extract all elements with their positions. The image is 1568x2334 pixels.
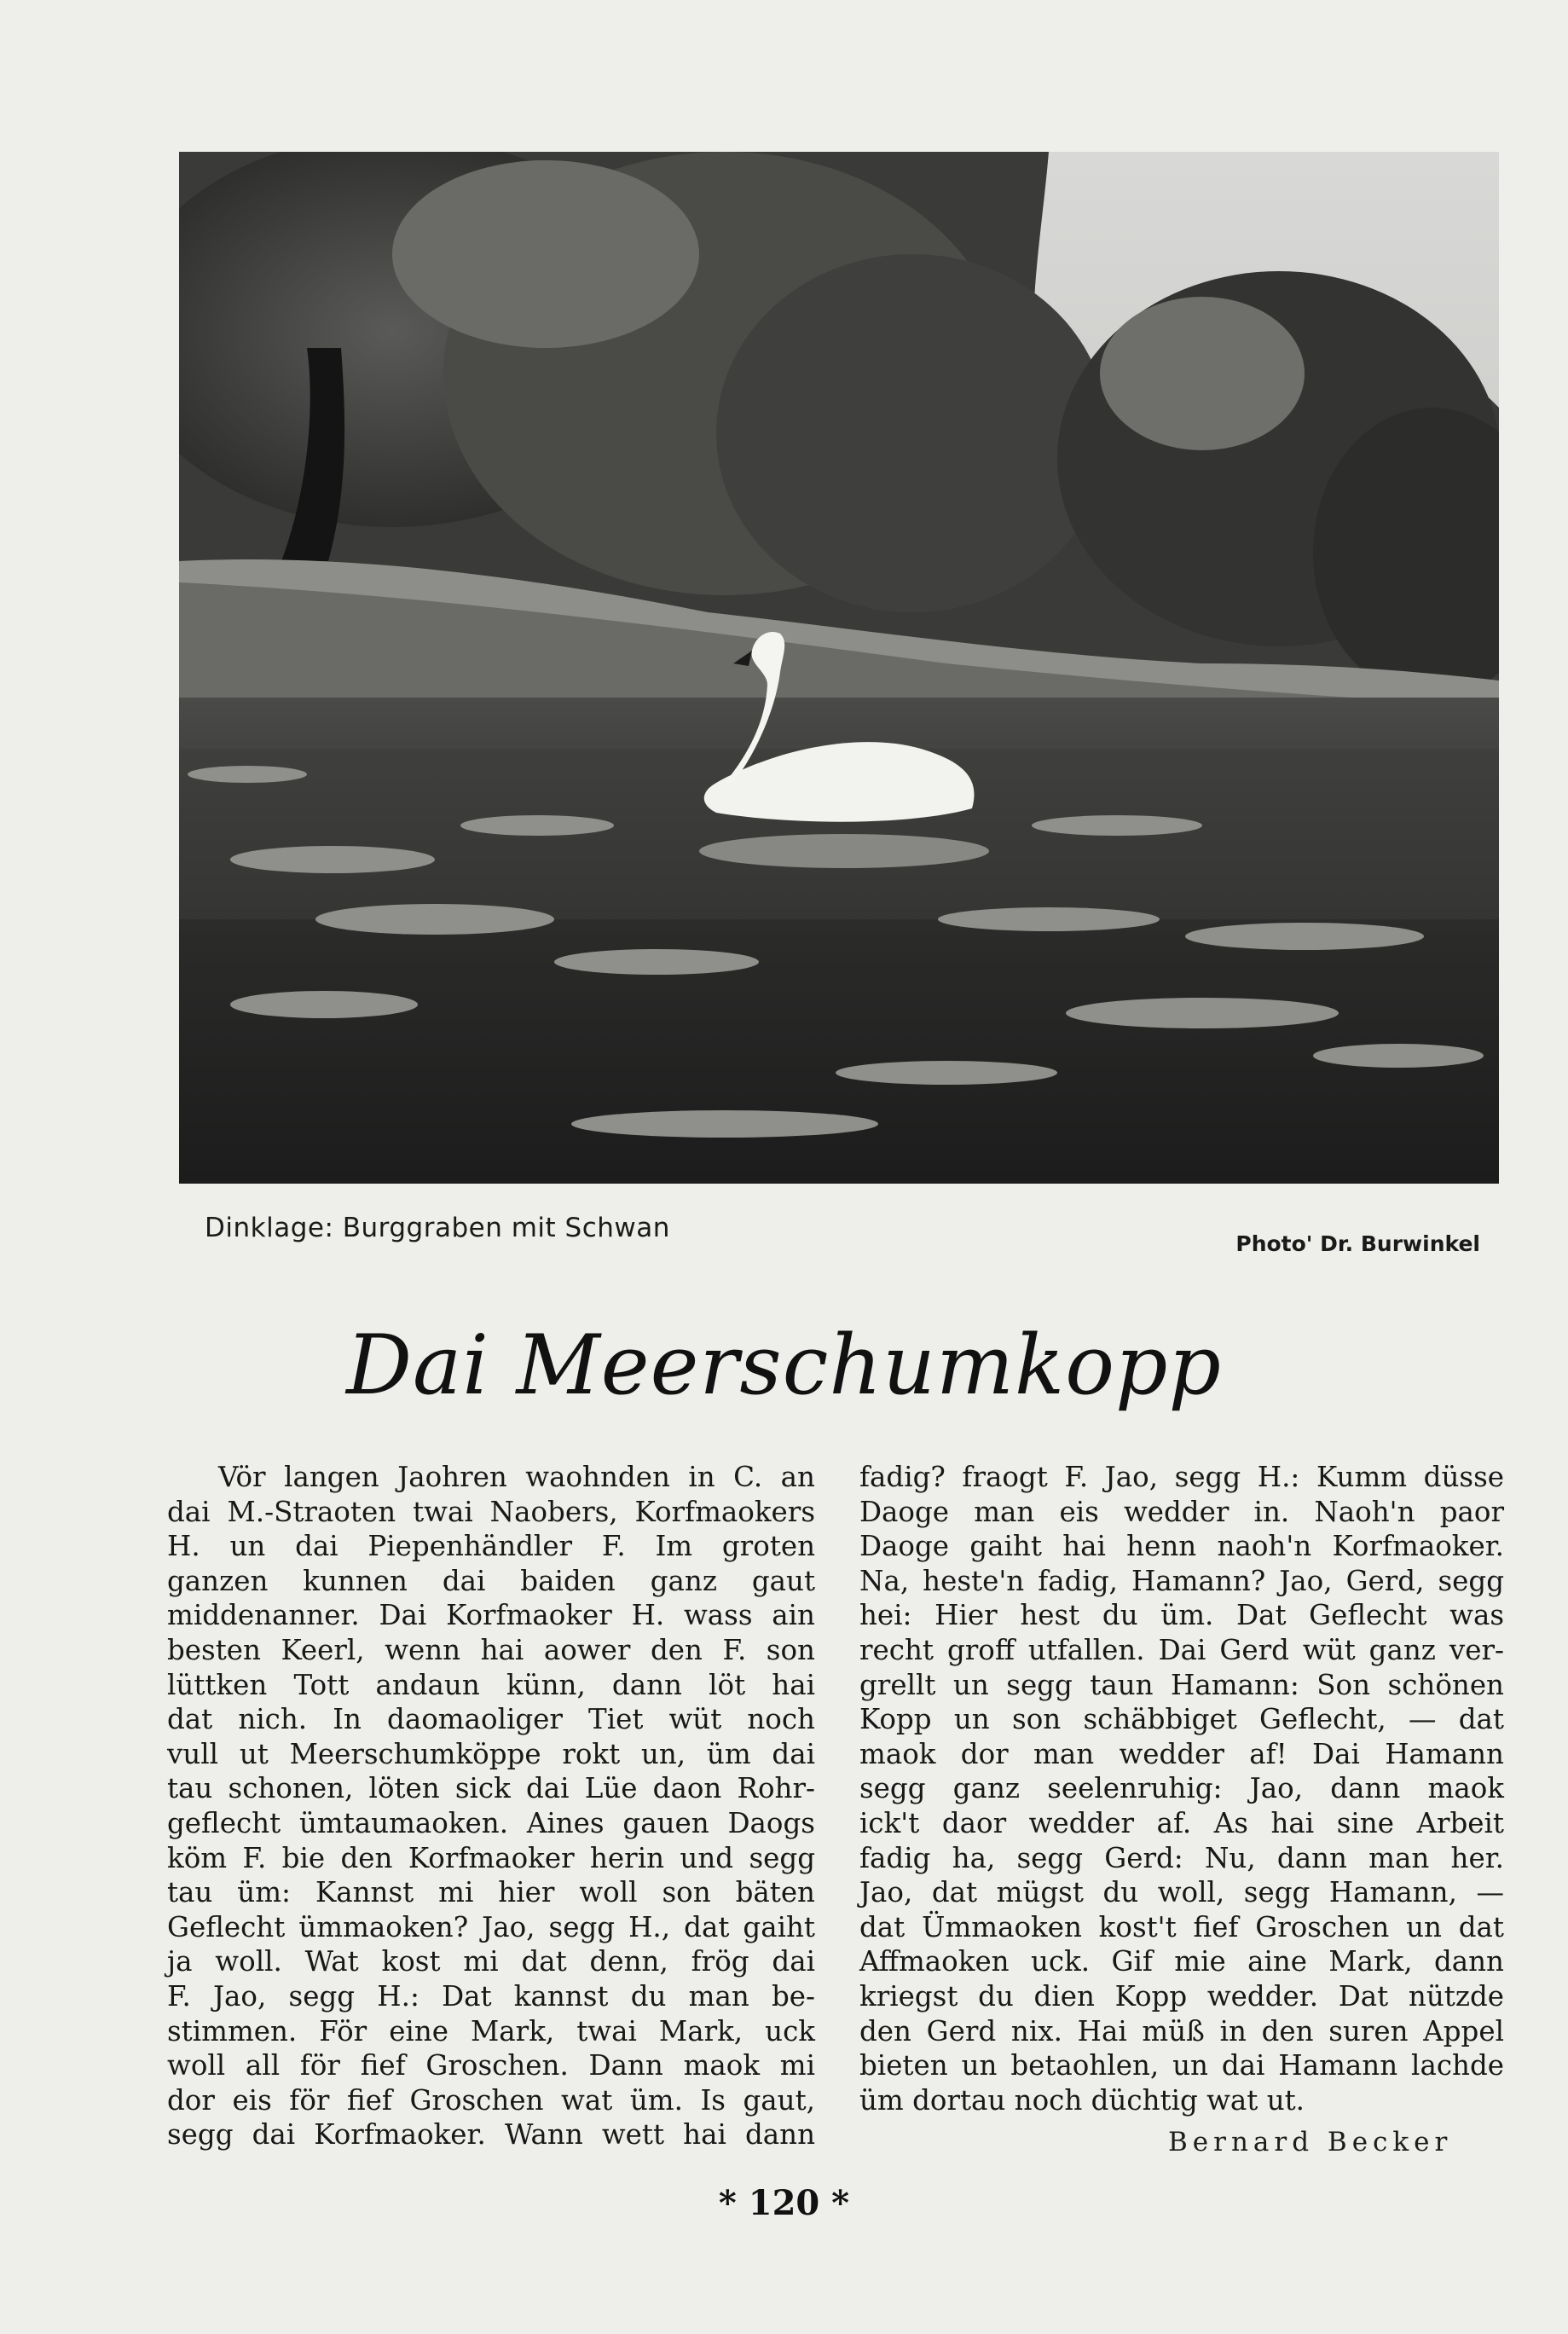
text-line: kriegst du dien Kopp wedder. Dat nützde <box>859 1979 1504 2013</box>
text-line: F. Jao, segg H.: Dat kannst du man be- <box>167 1979 815 2013</box>
text-line: besten Keerl, wenn hai aower den F. son <box>167 1633 815 1666</box>
text-line: ick't daor wedder af. As hai sine Arbeit <box>859 1806 1504 1839</box>
text-line: dat Ümmaoken kost't fief Groschen un dat <box>859 1910 1504 1943</box>
text-line: Affmaoken uck. Gif mie aine Mark, dann <box>859 1945 1504 1978</box>
text-line: ganzen kunnen dai baiden ganz gaut <box>167 1564 815 1597</box>
text-line: fadig? fraogt F. Jao, segg H.: Kumm düsse <box>859 1461 1504 1493</box>
text-line: üm dortau noch düchtig wat ut. <box>859 2083 1305 2117</box>
text-line: H. un dai Piepenhändler F. Im groten <box>167 1530 815 1563</box>
text-line: dor eis för fief Groschen wat üm. Is gaut, <box>167 2083 815 2117</box>
left-text-column <box>167 1460 815 2152</box>
text-line: grellt un segg taun Hamann: Son schönen <box>859 1668 1504 1701</box>
text-line: Daoge man eis wedder in. Naoh'n paor <box>859 1495 1504 1528</box>
text-line: middenanner. Dai Korfmaoker H. wass ain <box>167 1599 815 1632</box>
article-title: Dai Meerschumkopp <box>346 1318 1222 1413</box>
photo-caption: Dinklage: Burggraben mit Schwan <box>205 1213 670 1243</box>
text-line: tau schonen, löten sick dai Lüe daon Rohr- <box>167 1772 815 1805</box>
text-line: lüttken Tott andaun künn, dann löt hai <box>167 1668 815 1701</box>
text-line: Na, heste'n fadig, Hamann? Jao, Gerd, segg <box>859 1564 1504 1597</box>
text-line: segg dai Korfmaoker. Wann wett hai dann <box>167 2118 815 2152</box>
right-text-column <box>859 1460 1504 2117</box>
text-line: ja woll. Wat kost mi dat denn, frög dai <box>167 1945 815 1978</box>
text-line: segg ganz seelenruhig: Jao, dann maok <box>859 1772 1504 1805</box>
text-line: bieten un betaohlen, un dai Hamann lachde <box>859 2049 1504 2082</box>
text-line: tau üm: Kannst mi hier woll son bäten <box>167 1876 815 1909</box>
text-line: fadig ha, segg Gerd: Nu, dann man her. <box>859 1841 1504 1874</box>
text-line: hei: Hier hest du üm. Dat Geflecht was <box>859 1599 1504 1632</box>
page-number: * 120 * <box>718 2183 850 2223</box>
photo-credit: Photo' Dr. Burwinkel <box>1235 1231 1480 1256</box>
text-line: Geflecht ümmaoken? Jao, segg H., dat gaiht <box>167 1910 815 1943</box>
text-line: Kopp un son schäbbiget Geflecht, — dat <box>859 1703 1504 1736</box>
text-line: maok dor man wedder af! Dai Hamann <box>859 1737 1504 1770</box>
text-line: vull ut Meerschumköppe rokt un, üm dai <box>167 1737 815 1770</box>
text-line: recht groff utfallen. Dai Gerd wüt ganz ver- <box>859 1633 1504 1666</box>
text-line: Daoge gaiht hai henn naoh'n Korfmaoker. <box>859 1530 1504 1563</box>
author-signature: Bernard Becker <box>1168 2127 1453 2157</box>
text-line: dai M.-Straoten twai Naobers, Korfmaokers <box>167 1495 815 1528</box>
swan-photo-image <box>179 152 1499 1184</box>
text-line: stimmen. För eine Mark, twai Mark, uck <box>167 2014 815 2047</box>
text-line: Jao, dat mügst du woll, segg Hamann, — <box>859 1876 1504 1909</box>
text-line: woll all för fief Groschen. Dann maok mi <box>167 2049 815 2082</box>
text-line: Vör langen Jaohren waohnden in C. an <box>218 1461 815 1493</box>
text-line: dat nich. In daomaoliger Tiet wüt noch <box>167 1703 815 1736</box>
swan-photograph <box>179 152 1499 1184</box>
text-line: den Gerd nix. Hai müß in den suren Appel <box>859 2014 1504 2047</box>
text-line: köm F. bie den Korfmaoker herin und segg <box>167 1841 815 1874</box>
text-line: geflecht ümtaumaoken. Aines gauen Daogs <box>167 1806 815 1839</box>
